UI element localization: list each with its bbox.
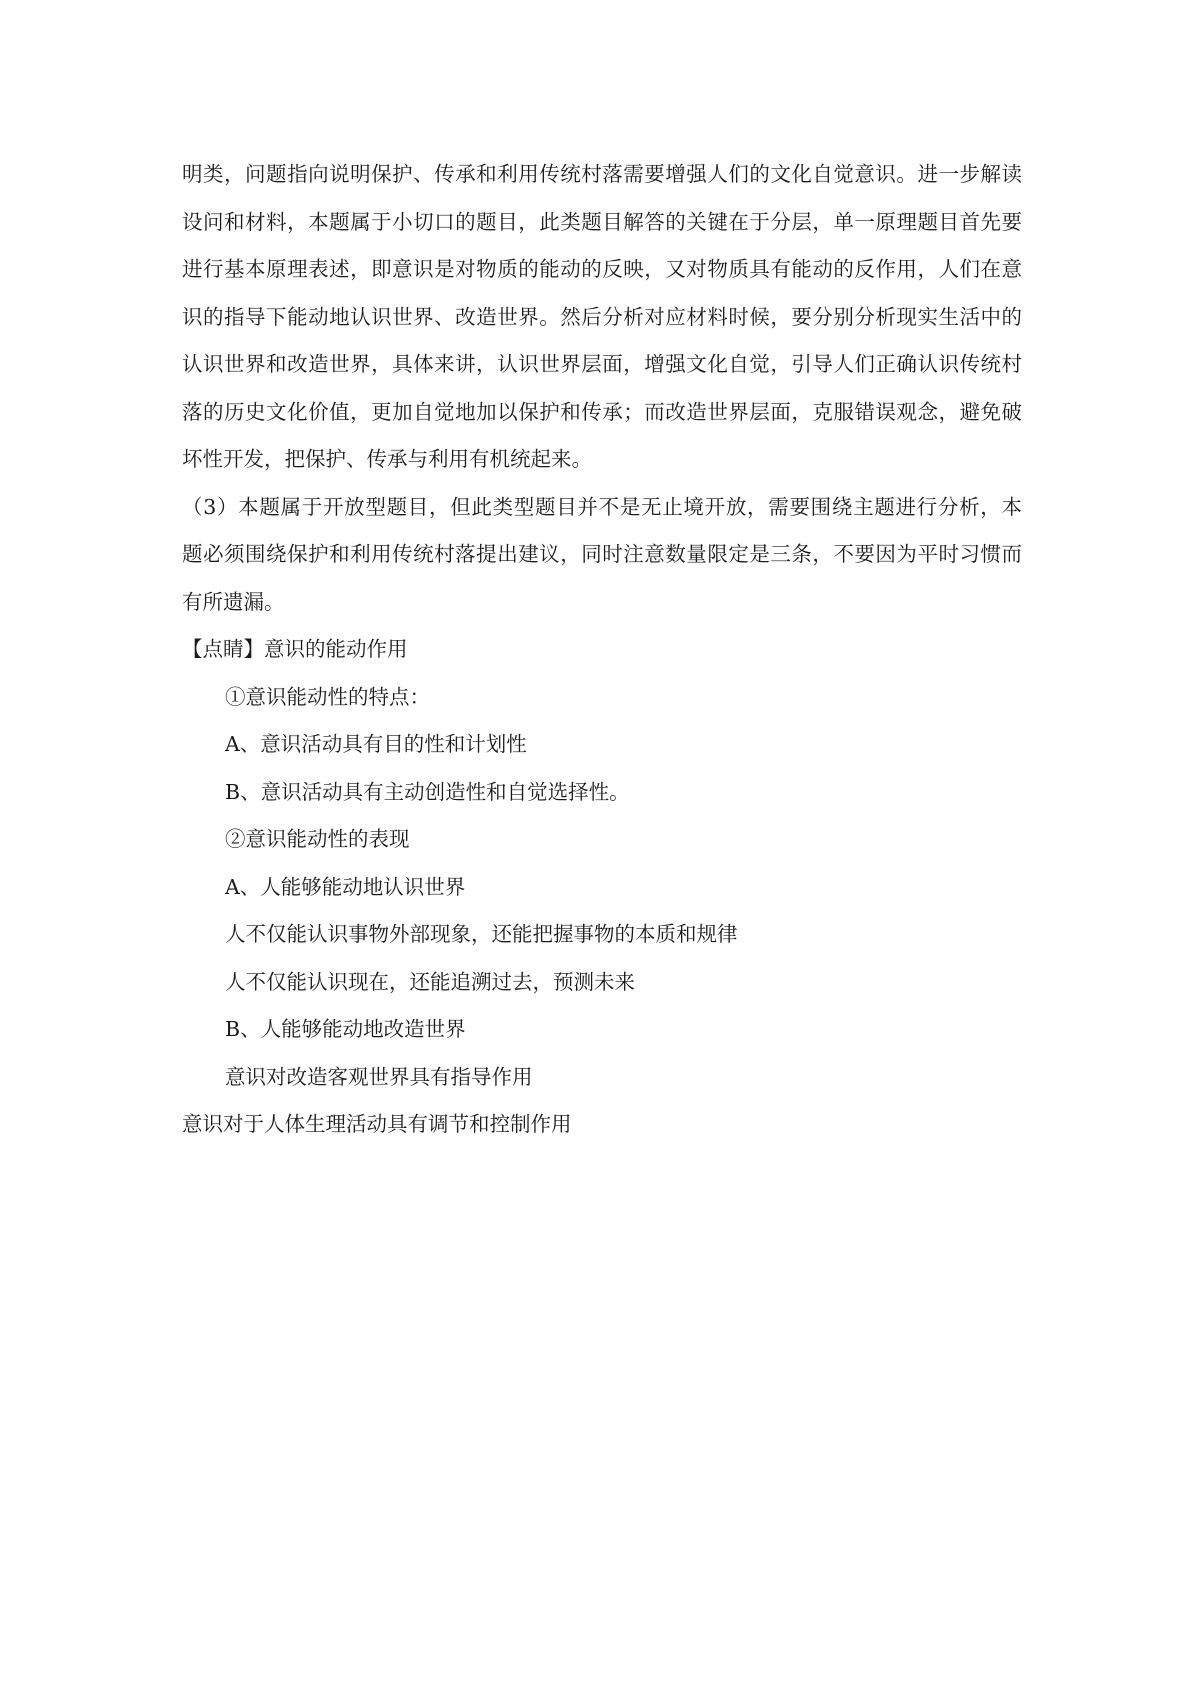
paragraph-line: （3）本题属于开放型题目，但此类型题目并不是无止境开放，需要围绕主题进行分析，本 [182, 494, 1022, 519]
document-body [182, 151, 1022, 1149]
point-2-a-detail-1: 人不仅能认识事物外部现象，还能把握事物的本质和规律 [225, 922, 738, 946]
paragraph-line: 题必须围绕保护和利用传统村落提出建议，同时注意数量限定是三条，不要因为平时习惯而 [182, 542, 1022, 566]
paragraph-line: 有所遗漏。 [182, 589, 285, 614]
point-2-title: ②意识能动性的表现 [225, 827, 410, 851]
paragraph-line: 进行基本原理表述，即意识是对物质的能动的反映，又对物质具有能动的反作用，人们在意 [182, 257, 1022, 281]
point-2-b-detail-1: 意识对改造客观世界具有指导作用 [225, 1064, 533, 1089]
point-1-b: B、意识活动具有主动创造性和自觉选择性。 [225, 779, 630, 804]
dianjing-heading: 【点睛】意识的能动作用 [182, 637, 408, 661]
paragraph-line: 明类，问题指向说明保护、传承和利用传统村落需要增强人们的文化自觉意识。进一步解读 [182, 162, 1022, 186]
closing-line: 意识对于人体生理活动具有调节和控制作用 [182, 1112, 572, 1136]
point-2-a: A、人能够能动地认识世界 [225, 874, 466, 899]
point-1-title: ①意识能动性的特点： [225, 684, 430, 709]
paragraph-line: 认识世界和改造世界，具体来讲，认识世界层面，增强文化自觉，引导人们正确认识传统村 [182, 352, 1022, 376]
paragraph-line: 设问和材料，本题属于小切口的题目，此类题目解答的关键在于分层，单一原理题目首先要 [182, 209, 1022, 234]
paragraph-line: 识的指导下能动地认识世界、改造世界。然后分析对应材料时候，要分别分析现实生活中的 [182, 304, 1022, 329]
point-1-a: A、意识活动具有目的性和计划性 [225, 732, 527, 756]
paragraph-line: 坏性开发，把保护、传承与利用有机统起来。 [182, 447, 592, 471]
paragraph-line: 落的历史文化价值，更加自觉地加以保护和传承；而改造世界层面，克服错误观念，避免破 [182, 399, 1022, 424]
point-2-b: B、人能够能动地改造世界 [225, 1017, 466, 1041]
point-2-a-detail-2: 人不仅能认识现在，还能追溯过去，预测未来 [225, 969, 635, 994]
